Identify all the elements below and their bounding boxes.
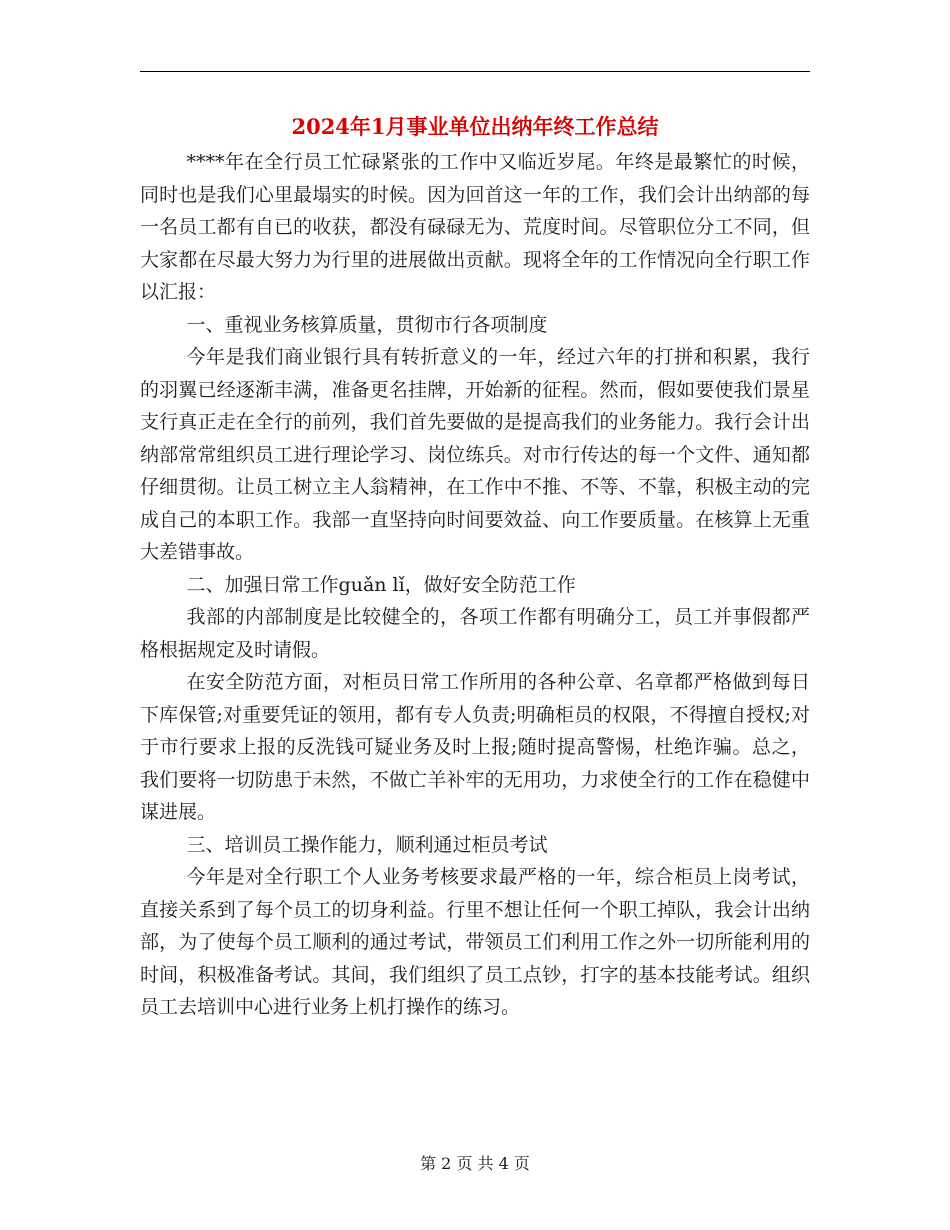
paragraph-intro: ****年在全行员工忙碌紧张的工作中又临近岁尾。年终是最繁忙的时候，同时也是我们心里最塌实的时候。因为回首这一年的工作，我们会计出纳部的每一名员工都有自已的收获，都没有碌碌无为、荒度时间。尽管职位分工不同，但大家都在尽最大努力为行里的进展做出贡献。现将全年的工作情况向全行职工作以汇报： [140, 151, 810, 303]
document-body [140, 146, 810, 1024]
header-rule [140, 71, 810, 72]
paragraph-section-2a: 我部的内部制度是比较健全的，各项工作都有明确分工，员工并事假都严格根据规定及时请假。 [140, 606, 810, 661]
section-heading-3: 三、培训员工操作能力，顺利通过柜员考试 [186, 833, 548, 856]
page-number-footer: 第 2 页 共 4 页 [420, 1154, 530, 1173]
section-heading-2: 二、加强日常工作guǎn lǐ，做好安全防范工作 [186, 573, 576, 596]
section-heading-1: 一、重视业务核算质量，贯彻市行各项制度 [186, 313, 548, 336]
document-title: 2024年1月事业单位出纳年终工作总结 [291, 114, 659, 139]
paragraph-section-2b: 在安全防范方面，对柜员日常工作所用的各种公章、名章都严格做到每日下库保管;对重要凭证的领用，都有专人负责;明确柜员的权限，不得擅自授权;对于市行要求上报的反洗钱可疑业务及时上报;随时提高警惕，杜绝诈骗。总之，我们要将一切防患于未然，不做亡羊补牢的无用功，力求使全行的工作在稳健中谋进展。 [140, 671, 810, 823]
paragraph-section-3: 今年是对全行职工个人业务考核要求最严格的一年，综合柜员上岗考试，直接关系到了每个员工的切身利益。行里不想让任何一个职工掉队，我会计出纳部，为了使每个员工顺利的通过考试，带领员工们利用工作之外一切所能利用的时间，积极准备考试。其间，我们组织了员工点钞，打字的基本技能考试。组织员工去培训中心进行业务上机打操作的练习。 [140, 866, 810, 1018]
paragraph-section-1: 今年是我们商业银行具有转折意义的一年，经过六年的打拼和积累，我行的羽翼已经逐渐丰满，准备更名挂牌，开始新的征程。然而，假如要使我们景星支行真正走在全行的前列，我们首先要做的是提高我们的业务能力。我行会计出纳部常常组织员工进行理论学习、岗位练兵。对市行传达的每一个文件、通知都仔细贯彻。让员工树立主人翁精神，在工作中不推、不等、不靠，积极主动的完成自己的本职工作。我部一直坚持向时间要效益、向工作要质量。在核算上无重大差错事故。 [140, 346, 810, 563]
